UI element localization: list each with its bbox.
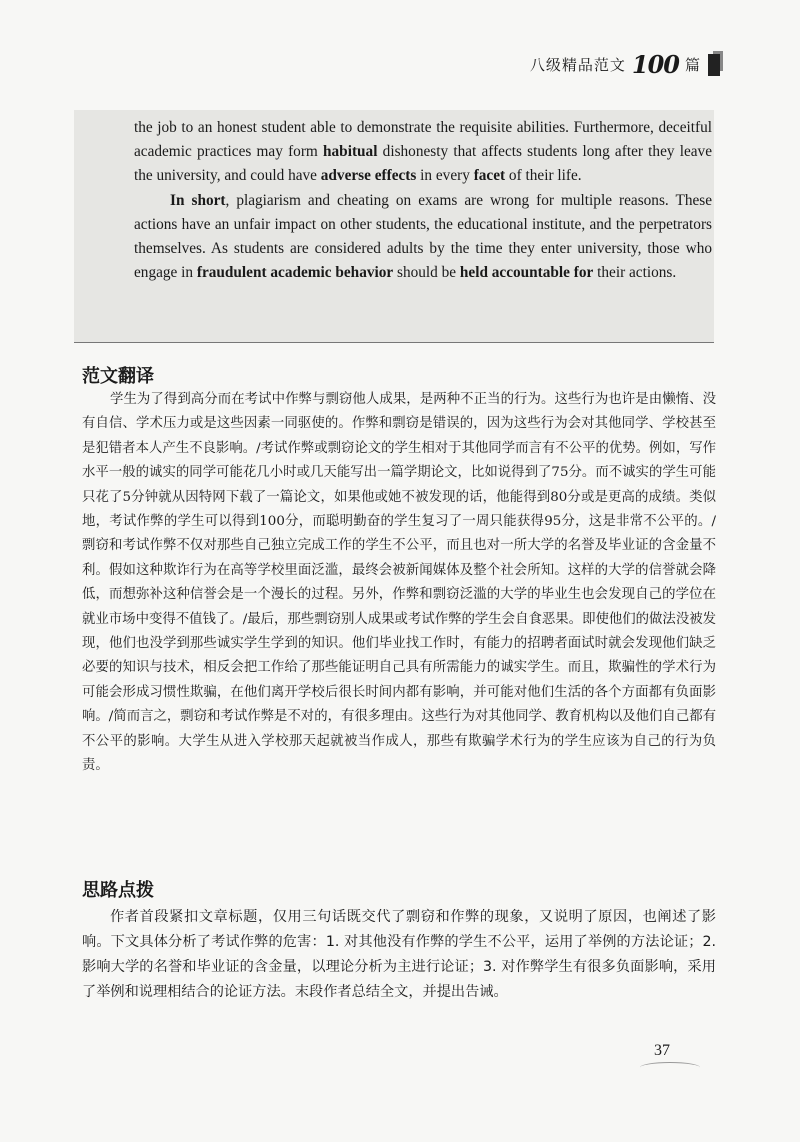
translation-paragraph: 学生为了得到高分而在考试中作弊与剽窃他人成果，是两种不正当的行为。这些行为也许是由懒惰、没有自信、学术压力或是这些因素一同驱使的。作弊和剽窃是错误的，因为这些行为会对其他同学、学校甚至是犯错者本人产生不良影响。/考试作弊或剽窃论文的学生相对于其他同学而言有不公平的优势。例如，写作水平一般的诚实的同学可能花几小时或几天能写出一篇学期论文，比如说得到了75分。而不诚实的学生可能只花了5分钟就从因特网下载了一篇论文，如果他或她不被发现的话，他能得到80分或是更高的成绩。类似地，考试作弊的学生可以得到100分，而聪明勤奋的学生复习了一周只能获得95分，这是非常不公平的。/剽窃和考试作弊不仅对那些自己独立完成工作的学生不公平，而且也对一所大学的名誉及毕业证的含金量不利。假如这种欺诈行为在高等学校里面泛滥，最终会被新闻媒体及整个社会所知。这样的大学的信誉就会降低，而想弥补这种信誉会是一个漫长的过程。另外，作弊和剽窃泛滥的大学的毕业生也会发现自己的学位在就业市场中变得不值钱了。/最后，那些剽窃别人成果或考试作弊的学生会自食恶果。即使他们的做法没被发现，他们也没学到那些诚实学生学到的知识。他们毕业找工作时，有能力的招聘者面试时就会发现他们缺乏必要的知识与技术，相反会把工作给了那些能证明自己具有所需能力的诚实学生。而且，欺骗性的学术行为可能会形成习惯性欺骗，在他们离开学校后很长时间内都有影响，并可能对他们生活的各个方面都有负面影响。/简而言之，剽窃和考试作弊是不对的，有很多理由。这些行为对其他同学、教育机构以及他们自己都有不公平的影响。大学生从进入学校那天起就被当作成人，那些有欺骗学术行为的学生应该为自己的行为负责。 bbox=[82, 392, 716, 774]
english-text-run: the job to an honest student able to demonstrate the requisite abilities. Furthermore, deceitful academic practices may form bbox=[134, 119, 712, 161]
english-essay-block bbox=[74, 110, 714, 343]
tips-body bbox=[82, 905, 716, 1005]
tips-paragraph: 作者首段紧扣文章标题，仅用三句话既交代了剽窃和作弊的现象，又说明了原因，也阐述了影响。下文具体分析了考试作弊的危害：1. 对其他没有作弊的学生不公平，运用了举例的方法论证；2. 影响大学的名誉和毕业证的含金量，以理论分析为主进行论证；3. 对作弊学生有很多负面影响，采用了举例和说理相结合的论证方法。末段作者总结全文，并提出告诫。 bbox=[82, 909, 716, 1000]
english-text-run: their actions. bbox=[593, 264, 677, 282]
running-header bbox=[530, 50, 720, 79]
vocab-highlight: held accountable for bbox=[459, 264, 594, 282]
tips-title: 思路点拨 bbox=[82, 880, 154, 901]
english-text-run: should be bbox=[393, 264, 460, 282]
translation-title: 范文翻译 bbox=[82, 366, 154, 387]
vocab-highlight: adverse effects bbox=[320, 167, 417, 185]
vocab-highlight: facet bbox=[473, 167, 506, 185]
page-number-ornament bbox=[640, 1062, 700, 1073]
header-block-icon bbox=[708, 54, 720, 76]
english-text-run: , plagiarism and cheating on exams are wrong for multiple reasons. These actions have an unfair impact on other students, the educational institute, and the perpetrators themselves. As students are considered adults by the time they enter university, those who engage in bbox=[134, 191, 712, 282]
vocab-highlight: fraudulent academic behavior bbox=[196, 264, 394, 282]
english-essay-text bbox=[134, 116, 712, 285]
translation-body bbox=[82, 388, 716, 779]
book-title-suffix: 篇 bbox=[684, 56, 700, 74]
book-title: 八级精品范文 bbox=[529, 56, 626, 74]
page-number: 37 bbox=[654, 1042, 670, 1059]
english-paragraph-2 bbox=[134, 189, 712, 286]
english-text-run: of their life. bbox=[505, 167, 582, 185]
english-text-run: dishonesty that affects students long after they leave the university, and could have bbox=[134, 143, 712, 185]
book-number: 100 bbox=[631, 50, 679, 79]
vocab-highlight: habitual bbox=[323, 143, 378, 161]
vocab-highlight: In short bbox=[170, 191, 226, 209]
english-paragraph-1 bbox=[134, 116, 712, 189]
english-text-run: in every bbox=[416, 167, 474, 185]
